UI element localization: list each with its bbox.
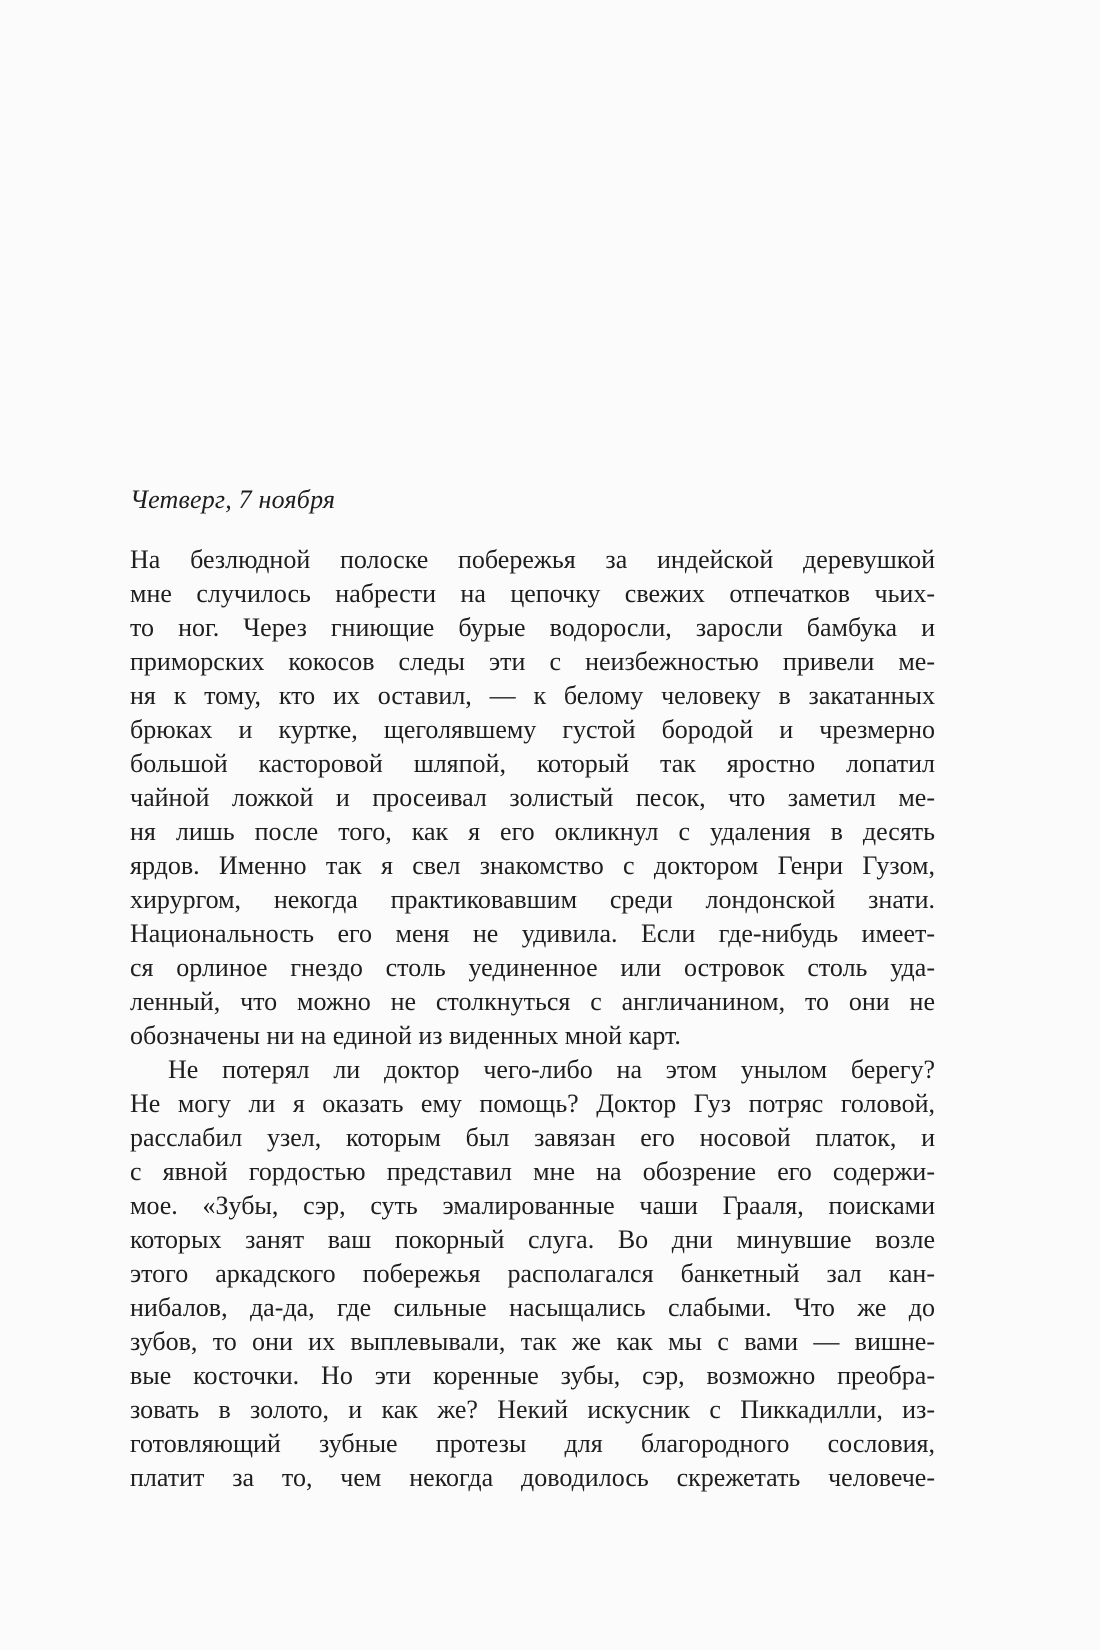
text-line: зубов, то они их выплевывали, так же как мы с вами — вишне- xyxy=(130,1327,935,1356)
text-line: хирургом, некогда практиковавшим среди лондонской знати. xyxy=(130,885,935,914)
text-line: мне случилось набрести на цепочку свежих отпечатков чьих- xyxy=(130,579,935,608)
text-line: нибалов, да-да, где сильные насыщались слабыми. Что же до xyxy=(130,1293,935,1322)
text-line: расслабил узел, которым был завязан его носовой платок, и xyxy=(130,1123,935,1152)
text-line: большой касторовой шляпой, который так яростно лопатил xyxy=(130,749,935,778)
text-line: зовать в золото, и как же? Некий искусник с Пиккадилли, из- xyxy=(130,1395,935,1424)
text-line: вые косточки. Но эти коренные зубы, сэр, возможно преобра- xyxy=(130,1361,935,1390)
text-line: готовляющий зубные протезы для благородного сословия, xyxy=(130,1429,935,1458)
text-line: обозначены ни на единой из виденных мной карт. xyxy=(130,1021,681,1050)
text-line: Не могу ли я оказать ему помощь? Доктор Гуз потряс головой, xyxy=(130,1089,935,1118)
text-line: ня лишь после того, как я его окликнул с удаления в десять xyxy=(130,817,935,846)
text-line: Национальность его меня не удивила. Если где-нибудь имеет- xyxy=(130,919,935,948)
text-line: приморских кокосов следы эти с неизбежностью привели ме- xyxy=(130,647,935,676)
text-line: На безлюдной полоске побережья за индейской деревушкой xyxy=(130,545,935,574)
text-line: которых занят ваш покорный слуга. Во дни минувшие возле xyxy=(130,1225,935,1254)
text-line: мое. «Зубы, сэр, суть эмалированные чаши Грааля, поисками xyxy=(130,1191,935,1220)
text-line: ленный, что можно не столкнуться с англичанином, то они не xyxy=(130,987,935,1016)
text-line: чайной ложкой и просеивал золистый песок, что заметил ме- xyxy=(130,783,935,812)
text-line: ярдов. Именно так я свел знакомство с доктором Генри Гузом, xyxy=(130,851,935,880)
diary-date-heading: Четверг, 7 ноября xyxy=(130,485,336,514)
text-line: этого аркадского побережья располагался банкетный зал кан- xyxy=(130,1259,935,1288)
text-line: ня к тому, кто их оставил, — к белому человеку в закатанных xyxy=(130,681,935,710)
text-line: Не потерял ли доктор чего-либо на этом унылом берегу? xyxy=(168,1055,935,1084)
body-text xyxy=(130,543,935,1495)
page-text-block xyxy=(130,485,935,1495)
text-line: брюках и куртке, щеголявшему густой бородой и чрезмерно xyxy=(130,715,935,744)
text-line: то ног. Через гниющие бурые водоросли, заросли бамбука и xyxy=(130,613,935,642)
text-line: ся орлиное гнездо столь уединенное или островок столь уда- xyxy=(130,953,935,982)
text-line: платит за то, чем некогда доводилось скрежетать человече- xyxy=(130,1463,935,1492)
text-line: с явной гордостью представил мне на обозрение его содержи- xyxy=(130,1157,935,1186)
